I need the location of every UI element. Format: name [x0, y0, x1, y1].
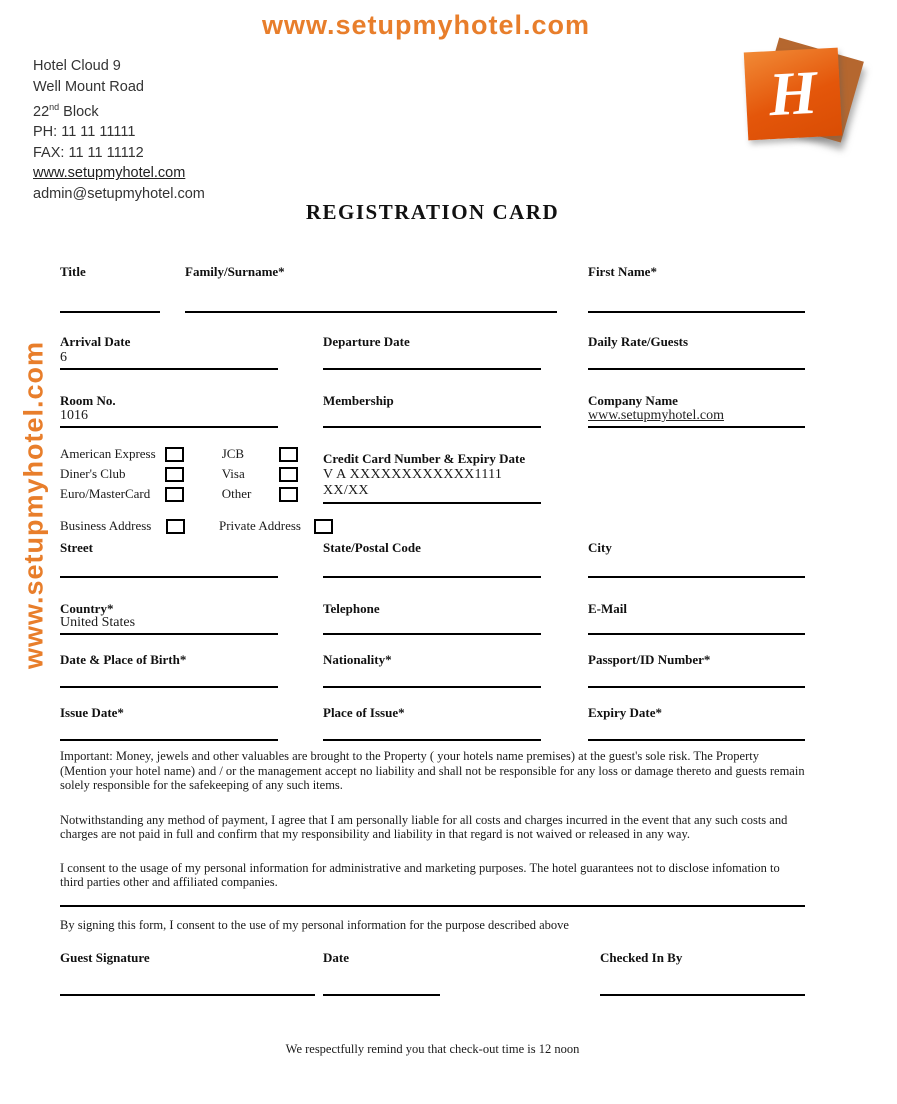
hotel-website-link[interactable]: www.setupmyhotel.com — [33, 165, 186, 182]
field-input-state-postal[interactable] — [323, 556, 541, 578]
hotel-street: Well Mount Road — [33, 78, 144, 95]
field-input-place-of-issue[interactable] — [323, 721, 541, 741]
hotel-phone: PH: 11 11 11111 — [33, 124, 136, 141]
checkout-reminder: We respectfully remind you that check-out time is 12 noon — [285, 1042, 580, 1056]
guest-signature-line[interactable] — [60, 966, 315, 996]
signature-consent-text: By signing this form, I consent to the use of my personal information for the purpose described above — [60, 917, 569, 932]
card-label-euro-mastercard: Euro/MasterCard — [60, 486, 151, 501]
visa-checkbox[interactable] — [279, 467, 298, 482]
field-input-credit-card[interactable]: V A XXXXXXXXXXXX1111 XX/XX — [323, 480, 541, 504]
field-label-passport: Passport/ID Number* — [588, 652, 711, 667]
checked-in-by-label: Checked In By — [600, 950, 683, 965]
field-state-postal — [323, 540, 541, 578]
field-label-place-of-issue: Place of Issue* — [323, 705, 405, 720]
watermark-vertical-website: www.setupmyhotel.com — [18, 340, 49, 670]
card-label-visa: Visa — [221, 466, 245, 481]
field-input-departure-date[interactable] — [323, 350, 541, 370]
field-telephone — [323, 601, 541, 635]
field-passport — [588, 652, 805, 688]
form-row-issue — [60, 705, 805, 741]
credit-card-section — [323, 451, 541, 504]
top-website-banner: www.setupmyhotel.com — [261, 10, 591, 40]
hotel-fax: FAX: 11 11 11112 — [33, 144, 144, 161]
diners-club-checkbox[interactable] — [165, 467, 184, 482]
form-row-birth — [60, 652, 805, 688]
field-daily-rate — [588, 334, 805, 370]
field-departure-date — [323, 334, 541, 370]
field-input-daily-rate[interactable] — [588, 350, 805, 370]
field-input-city[interactable] — [588, 556, 805, 578]
field-input-expiry-date[interactable] — [588, 721, 805, 741]
field-email — [588, 601, 805, 635]
field-label-arrival-date: Arrival Date — [60, 334, 131, 349]
american-express-checkbox[interactable] — [165, 447, 184, 462]
field-input-passport[interactable] — [588, 668, 805, 688]
field-label-membership: Membership — [323, 393, 394, 408]
company-website-link[interactable]: www.setupmyhotel.com — [588, 408, 724, 423]
card-row-2 — [60, 464, 298, 484]
registration-form — [60, 258, 805, 1057]
field-signature-date — [323, 950, 440, 996]
field-input-birth[interactable] — [60, 668, 278, 688]
card-row-3 — [60, 484, 298, 504]
field-membership — [323, 393, 541, 428]
form-row-name — [60, 264, 805, 313]
jcb-checkbox[interactable] — [279, 447, 298, 462]
field-label-nationality: Nationality* — [323, 652, 392, 667]
field-input-title[interactable] — [60, 280, 160, 313]
field-input-issue-date[interactable] — [60, 721, 278, 741]
signature-date-line[interactable] — [323, 966, 440, 996]
checked-in-by-line[interactable] — [600, 966, 805, 996]
card-label-american-express: American Express — [60, 446, 156, 461]
legal-liability-notice: Notwithstanding any method of payment, I agree that I am personally liable for all costs and charges incurred in the event that any such costs and charges are not paid in full and confirm that my responsibility and liability in that regard is not waived or released in any way. — [60, 812, 788, 841]
field-label-city: City — [588, 540, 612, 555]
private-address-checkbox[interactable] — [314, 519, 333, 534]
field-label-company-name: Company Name — [588, 393, 678, 408]
field-street — [60, 540, 278, 578]
hotel-block-ordinal: nd — [49, 102, 60, 112]
field-label-departure-date: Departure Date — [323, 334, 410, 349]
field-input-arrival-date[interactable]: 6 — [60, 350, 278, 370]
business-address-label: Business Address — [60, 518, 152, 533]
legal-privacy-notice: I consent to the usage of my personal information for administrative and marketing purposes. The hotel guarantees not to disclose infomation to third parties other and affiliated companies. — [60, 860, 780, 889]
field-label-telephone: Telephone — [323, 601, 380, 616]
field-label-street: Street — [60, 540, 93, 555]
business-address-checkbox[interactable] — [166, 519, 185, 534]
hotel-block-word: Block — [59, 103, 99, 120]
payment-section — [60, 444, 805, 504]
euro-mastercard-checkbox[interactable] — [165, 487, 184, 502]
card-row-1 — [60, 444, 298, 464]
signature-date-label: Date — [323, 950, 349, 965]
hotel-block-number: 22 — [33, 103, 50, 120]
form-row-dates — [60, 334, 805, 370]
logo-h-letter: H — [767, 58, 819, 130]
other-card-checkbox[interactable] — [279, 487, 298, 502]
hotel-email: admin@setupmyhotel.com — [33, 185, 205, 202]
field-expiry-date — [588, 705, 805, 741]
hotel-block — [33, 97, 205, 122]
field-country — [60, 601, 278, 635]
signature-row — [60, 950, 805, 996]
field-label-email: E-Mail — [588, 601, 627, 616]
card-type-options — [60, 444, 298, 504]
field-input-company-name[interactable] — [588, 409, 805, 428]
page-title: REGISTRATION CARD — [305, 200, 560, 224]
field-label-credit-card: Credit Card Number & Expiry Date — [323, 451, 526, 466]
field-title — [60, 264, 160, 313]
field-label-daily-rate: Daily Rate/Guests — [588, 334, 689, 349]
field-input-first-name[interactable] — [588, 280, 805, 313]
field-guest-signature — [60, 950, 315, 996]
field-label-family-surname: Family/Surname* — [185, 264, 285, 279]
field-input-country[interactable]: United States — [60, 617, 278, 635]
field-company-name — [588, 393, 805, 428]
address-type-row — [60, 516, 805, 536]
form-row-street — [60, 540, 805, 578]
legal-important-notice: Important: Money, jewels and other valuables are brought to the Property ( your hotels name premises) at the guest's sole risk. The Property (Mention your hotel name) and / or the management accept no liability and shall not be responsible for any loss or damage thereto and guests remain solely responsible for the safekeeping of any such items. — [60, 749, 805, 792]
card-label-jcb: JCB — [221, 446, 245, 461]
hotel-info-block — [33, 56, 205, 204]
field-city — [588, 540, 805, 578]
field-input-room-no[interactable]: 1016 — [60, 409, 278, 428]
field-input-nationality[interactable] — [323, 668, 541, 688]
field-input-family-surname[interactable] — [185, 280, 557, 313]
field-label-expiry-date: Expiry Date* — [588, 705, 663, 720]
field-label-country: Country* — [60, 601, 114, 616]
guest-signature-label: Guest Signature — [60, 950, 150, 965]
field-checked-in-by — [600, 950, 805, 996]
field-family-surname — [185, 264, 557, 313]
field-input-telephone[interactable] — [323, 617, 541, 635]
divider-line — [60, 905, 805, 907]
field-label-first-name: First Name* — [588, 264, 657, 279]
card-label-diners-club: Diner's Club — [60, 466, 126, 481]
field-birth — [60, 652, 278, 688]
field-first-name — [588, 264, 805, 313]
private-address-label: Private Address — [219, 518, 301, 533]
card-label-other: Other — [221, 486, 252, 501]
field-label-title: Title — [60, 264, 86, 279]
field-nationality — [323, 652, 541, 688]
field-label-birth: Date & Place of Birth* — [60, 652, 187, 667]
field-input-email[interactable] — [588, 617, 805, 635]
form-row-country — [60, 601, 805, 635]
field-room-no — [60, 393, 278, 428]
field-input-membership[interactable] — [323, 409, 541, 428]
field-label-room-no: Room No. — [60, 393, 116, 408]
hotel-logo — [736, 42, 864, 144]
field-input-street[interactable] — [60, 556, 278, 578]
field-arrival-date — [60, 334, 278, 370]
field-place-of-issue — [323, 705, 541, 741]
hotel-name: Hotel Cloud 9 — [33, 58, 121, 74]
form-row-room — [60, 393, 805, 428]
field-label-issue-date: Issue Date* — [60, 705, 124, 720]
field-label-state-postal: State/Postal Code — [323, 540, 421, 555]
logo-front-square — [744, 48, 842, 141]
field-issue-date — [60, 705, 278, 741]
